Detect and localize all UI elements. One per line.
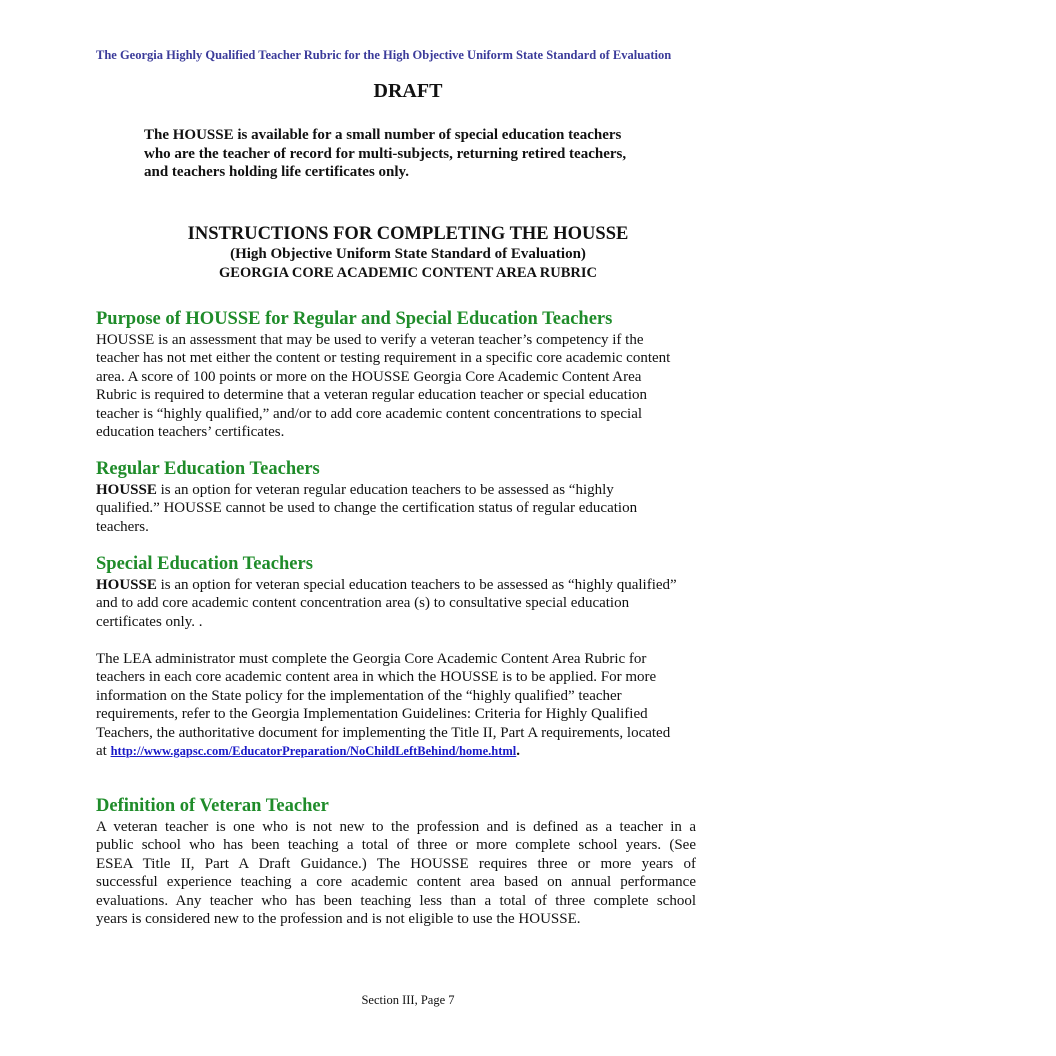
paragraph-line: certificates only. . [96,613,203,630]
veteran-heading: Definition of Veteran Teacher [96,796,329,816]
instructions-title-block [0,223,816,282]
regular-paragraph [96,481,720,536]
line-text: at [96,743,111,760]
paragraph-line: years is considered new to the profession and is not eligible to use the HOUSSE. [96,911,581,928]
paragraph-line: HOUSSE is an assessment that may be used to verify a veteran teacher’s competency if the [96,332,644,348]
availability-line: and teachers holding life certificates only. [144,164,409,180]
gapsc-link[interactable]: http://www.gapsc.com/EducatorPreparation/NoChildLeftBehind/home.html [110,744,517,759]
paragraph-line: Rubric is required to determine that a veteran regular education teacher or special education [96,387,648,404]
paragraph-line [96,742,720,760]
draft-label: DRAFT [373,80,443,102]
paragraph-line: evaluations. Any teacher who has been teaching less than a total of three complete school [96,892,696,909]
housse-bold: HOUSSE [96,577,157,593]
availability-line: who are the teacher of record for multi-subjects, returning retired teachers, [144,145,627,162]
paragraph-line: qualified.” HOUSSE cannot be used to change the certification status of regular education [96,500,638,517]
special-paragraph [96,576,720,631]
line-text: . [516,743,521,760]
lea-paragraph [96,650,720,760]
line-text: is an option for veteran regular education teachers to be assessed as “highly [156,482,614,498]
page-footer: Section III, Page 7 [361,993,455,1007]
paragraph-line: A veteran teacher is one who is not new to the profession and is defined as a teacher in a [96,819,696,835]
veteran-paragraph [96,818,696,928]
paragraph-line: teachers in each core academic content area in which the HOUSSE is to be applied. For more [96,669,657,686]
paragraph-line: The LEA administrator must complete the Georgia Core Academic Content Area Rubric for [96,651,647,667]
purpose-paragraph [96,331,720,441]
paragraph-line: and to add core academic content concentration area (s) to consultative special education [96,595,630,612]
paragraph-line: successful experience teaching a core academic content area based on annual performance [96,874,696,891]
regular-heading: Regular Education Teachers [96,459,320,479]
paragraph-line: education teachers’ certificates. [96,424,285,441]
paragraph-line [96,481,720,499]
paragraph-line: ESEA Title II, Part A Draft Guidance.) The HOUSSE requires three or more years of [96,855,696,872]
paragraph-line: teacher has not met either the content or testing requirement in a specific core academic content [96,350,671,367]
paragraph-line: Teachers, the authoritative document for implementing the Title II, Part A requirements, located [96,724,671,741]
instructions-subtitle: (High Objective Uniform State Standard of Evaluation) [230,246,586,262]
purpose-heading: Purpose of HOUSSE for Regular and Special Education Teachers [96,309,613,329]
paragraph-line: public school who has been teaching a total of three or more complete school years. (See [96,837,696,854]
availability-note [144,126,684,182]
line-text: is an option for veteran special education teachers to be assessed as “highly qualified” [156,577,677,593]
housse-bold: HOUSSE [96,482,157,498]
paragraph-line: requirements, refer to the Georgia Implementation Guidelines: Criteria for Highly Qualified [96,706,648,723]
rubric-name: GEORGIA CORE ACADEMIC CONTENT AREA RUBRIC [219,265,597,281]
instructions-title: INSTRUCTIONS FOR COMPLETING THE HOUSSE [187,224,629,244]
availability-line: The HOUSSE is available for a small number of special education teachers [144,127,622,143]
paragraph-line: area. A score of 100 points or more on the HOUSSE Georgia Core Academic Content Area [96,368,642,385]
paragraph-line [96,576,720,594]
running-header: The Georgia Highly Qualified Teacher Rubric for the High Objective Uniform State Standard of Evaluation [96,48,672,62]
special-heading: Special Education Teachers [96,554,313,574]
paragraph-line: teachers. [96,518,149,535]
paragraph-line: information on the State policy for the implementation of the “highly qualified” teacher [96,687,622,704]
paragraph-line: teacher is “highly qualified,” and/or to add core academic content concentrations to special [96,405,643,422]
